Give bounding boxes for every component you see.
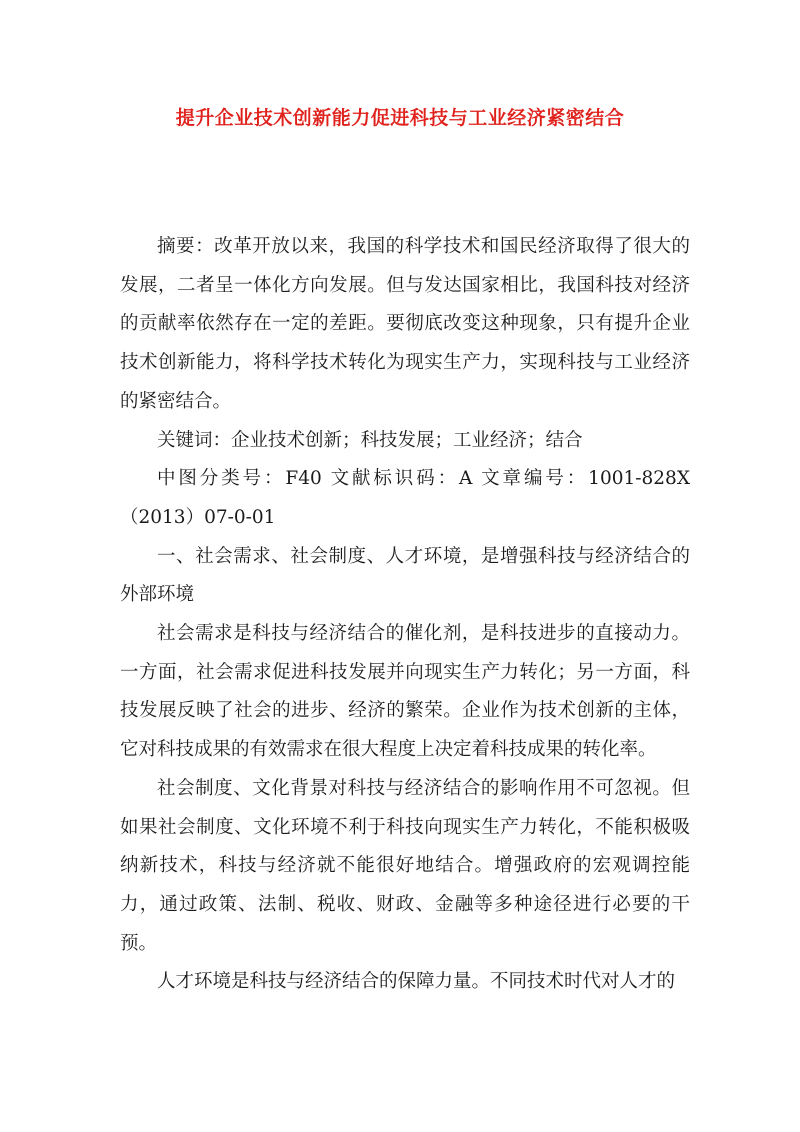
keywords-paragraph: 关键词：企业技术创新；科技发展；工业经济；结合 — [157, 429, 583, 451]
abstract-paragraph: 摘要：改革开放以来，我国的科学技术和国民经济取得了很大的发展，二者呈一体化方向发展。但与发达国家相比，我国科技对经济的贡献率依然存在一定的差距。要彻底改变这种现象，只有提升企业技术创新能力，将科学技术转化为现实生产力，实现科技与工业经济的紧密结合。 — [120, 236, 690, 412]
body-paragraph: 人才环境是科技与经济结合的保障力量。不同技术时代对人才的 — [157, 971, 676, 993]
document-title: 提升企业技术创新能力促进科技与工业经济紧密结合 — [175, 107, 625, 129]
document-body — [120, 228, 690, 1002]
body-paragraph: 社会需求是科技与经济结合的催化剂，是科技进步的直接动力。一方面，社会需求促进科技发展并向现实生产力转化；另一方面，科技发展反映了社会的进步、经济的繁荣。企业作为技术创新的主体，它对科技成果的有效需求在很大程度上决定着科技成果的转化率。 — [120, 623, 690, 761]
section-heading: 一、社会需求、社会制度、人才环境，是增强科技与经济结合的外部环境 — [120, 545, 690, 606]
body-paragraph: 社会制度、文化背景对科技与经济结合的影响作用不可忽视。但如果社会制度、文化环境不利于科技向现实生产力转化，不能积极吸纳新技术，科技与经济就不能很好地结合。增强政府的宏观调控能力，通过政策、法制、税收、财政、金融等多种途径进行必要的干预。 — [120, 777, 690, 954]
classification-paragraph: 中图分类号：F40 文献标识码：A 文章编号：1001-828X（2013）07-0-01 — [120, 468, 690, 528]
